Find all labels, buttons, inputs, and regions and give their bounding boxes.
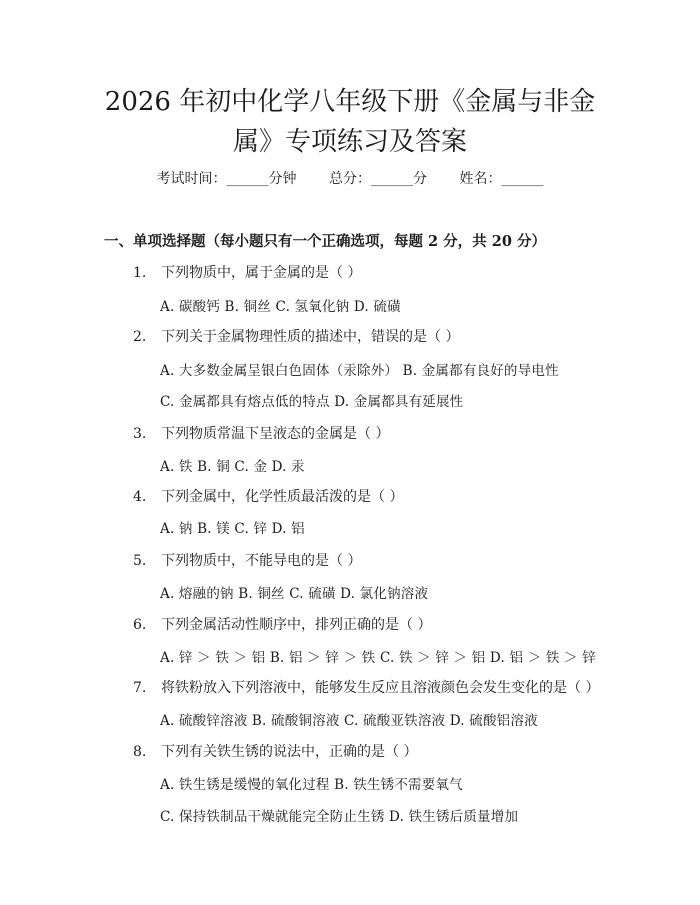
title-line-2: 属》专项练习及答案 bbox=[232, 127, 467, 157]
question-text: 下列物质常温下呈液态的金属是（ ） bbox=[161, 426, 390, 442]
question-number: 7. bbox=[133, 680, 147, 696]
question-number: 8. bbox=[133, 744, 147, 760]
question-number: 5. bbox=[133, 553, 147, 569]
question-options: C. 保持铁制品干燥就能完全防止生锈 D. 铁生锈后质量增加 bbox=[160, 809, 519, 825]
exam-time: 考试时间：______分钟 bbox=[156, 171, 297, 187]
question-number: 1. bbox=[133, 265, 147, 281]
question-options: A. 熔融的钠 B. 铜丝 C. 硫磺 D. 氯化钠溶液 bbox=[160, 586, 429, 602]
question-text: 下列金属活动性顺序中，排列正确的是（ ） bbox=[161, 617, 432, 633]
question bbox=[133, 262, 361, 282]
question-text: 下列物质中，不能导电的是（ ） bbox=[161, 553, 362, 569]
question-options: A. 铁 B. 铜 C. 金 D. 汞 bbox=[160, 459, 305, 475]
document-title bbox=[60, 82, 640, 162]
question-options: A. 钠 B. 镁 C. 锌 D. 铝 bbox=[160, 521, 305, 537]
question bbox=[133, 741, 417, 761]
question bbox=[133, 614, 431, 634]
question-options: A. 铁生锈是缓慢的氧化过程 B. 铁生锈不需要氧气 bbox=[160, 777, 463, 793]
question-text: 下列有关铁生锈的说法中，正确的是（ ） bbox=[161, 744, 418, 760]
exam-info bbox=[0, 168, 700, 188]
question-text: 下列关于金属物理性质的描述中，错误的是（ ） bbox=[161, 329, 460, 345]
question bbox=[133, 486, 403, 506]
question-text: 将铁粉放入下列溶液中，能够发生反应且溶液颜色会发生变化的是（ ） bbox=[161, 680, 600, 696]
question-options: A. 碳酸钙 B. 铜丝 C. 氢氧化钠 D. 硫磺 bbox=[160, 299, 401, 315]
question-text: 下列物质中，属于金属的是（ ） bbox=[161, 265, 362, 281]
title-line-1: 2026 年初中化学八年级下册《金属与非金 bbox=[104, 87, 596, 117]
student-name: 姓名：______ bbox=[459, 171, 544, 187]
question-number: 6. bbox=[133, 617, 147, 633]
question bbox=[133, 677, 599, 697]
question-options: A. 大多数金属呈银白色固体（汞除外） B. 金属都有良好的导电性 bbox=[160, 363, 559, 379]
question-number: 3. bbox=[133, 426, 147, 442]
section-heading: 一、单项选择题（每小题只有一个正确选项，每题 2 分，共 20 分） bbox=[104, 233, 546, 250]
question bbox=[133, 550, 361, 570]
question-options: C. 金属都具有熔点低的特点 D. 金属都具有延展性 bbox=[160, 394, 464, 410]
question-text: 下列金属中，化学性质最活泼的是（ ） bbox=[161, 489, 404, 505]
question bbox=[133, 326, 459, 346]
question bbox=[133, 423, 389, 443]
question-number: 2. bbox=[133, 329, 147, 345]
question-number: 4. bbox=[133, 489, 147, 505]
exam-score: 总分：______分 bbox=[329, 171, 427, 187]
question-options: A. 锌 ＞ 铁 ＞ 铝 B. 铝 ＞ 锌 ＞ 铁 C. 铁 ＞ 锌 ＞ 铝 D. 铝 ＞ 铁 ＞ 锌 bbox=[160, 650, 596, 666]
question-options: A. 硫酸锌溶液 B. 硫酸铜溶液 C. 硫酸亚铁溶液 D. 硫酸铝溶液 bbox=[160, 713, 538, 729]
